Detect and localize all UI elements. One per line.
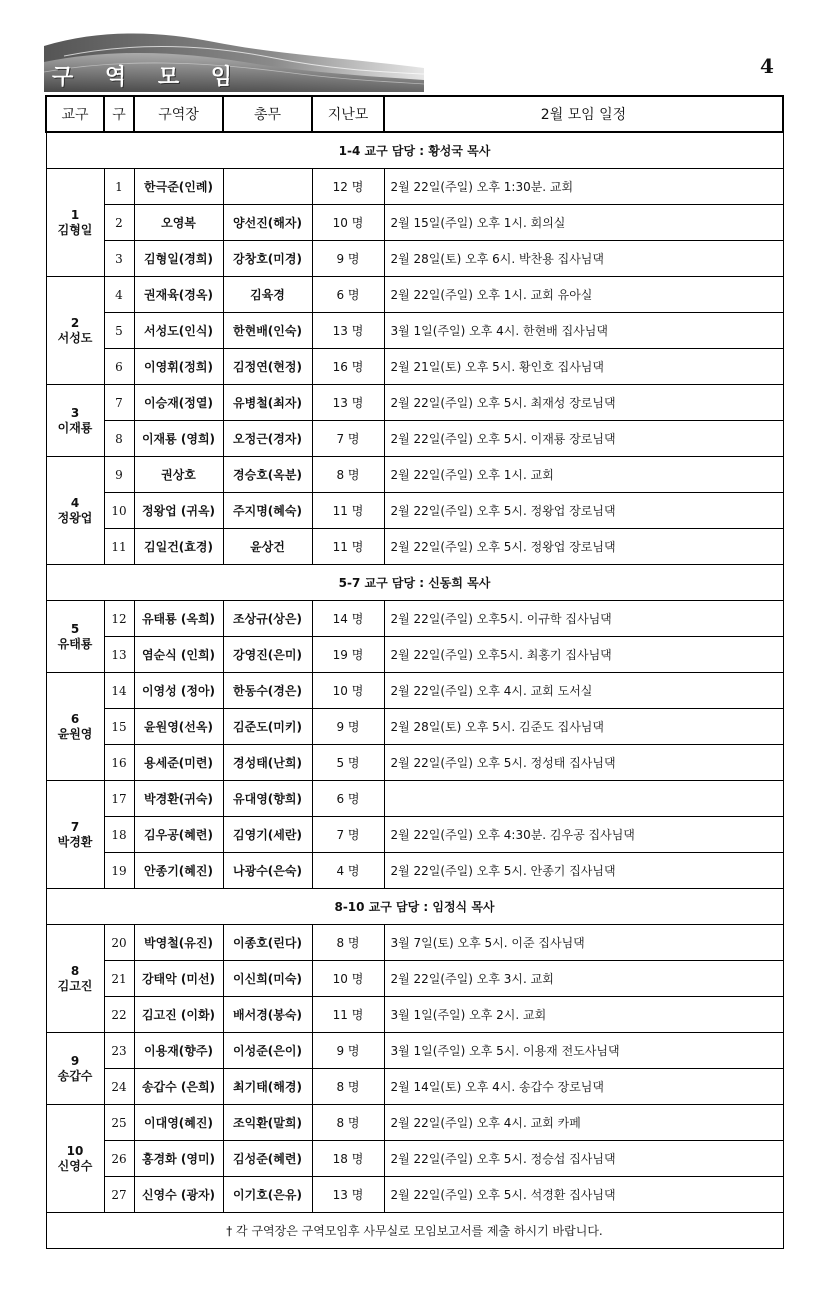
district-leader: 윤원영(선옥) [134, 709, 223, 745]
section-label: 8-10 교구 담당 : 임정식 목사 [46, 889, 783, 925]
table-row [46, 637, 783, 673]
column-header: 구역장 [134, 96, 223, 132]
table-row [46, 601, 783, 637]
table-row [46, 709, 783, 745]
meeting-schedule: 2월 22일(주일) 오후 1시. 교회 유아실 [384, 277, 783, 313]
page-title: 구 역 모 임 [52, 64, 244, 90]
meeting-schedule: 2월 22일(주일) 오후 5시. 정성태 집사님댁 [384, 745, 783, 781]
attendance-count: 9 명 [312, 241, 384, 277]
district-number: 2 [104, 205, 134, 241]
attendance-count: 9 명 [312, 709, 384, 745]
district-number: 16 [104, 745, 134, 781]
parish-name: 김형일 [57, 222, 93, 237]
district-leader: 권상호 [134, 457, 223, 493]
district-number: 23 [104, 1033, 134, 1069]
district-number: 13 [104, 637, 134, 673]
parish-cell [46, 1033, 104, 1105]
meeting-schedule: 2월 22일(주일) 오후 1:30분. 교회 [384, 169, 783, 205]
table-row [46, 205, 783, 241]
attendance-count: 5 명 [312, 745, 384, 781]
parish-number: 5 [70, 621, 80, 636]
district-secretary: 강영진(은미) [223, 637, 312, 673]
district-leader: 홍경화 (영미) [134, 1141, 223, 1177]
parish-cell [46, 781, 104, 889]
table-row [46, 925, 783, 961]
footnote: † 각 구역장은 구역모임후 사무실로 모임보고서를 제출 하시기 바랍니다. [46, 1213, 783, 1249]
meeting-schedule: 2월 28일(토) 오후 5시. 김준도 집사님댁 [384, 709, 783, 745]
attendance-count: 8 명 [312, 925, 384, 961]
table-row [46, 313, 783, 349]
meeting-schedule: 2월 22일(주일) 오후5시. 최홍기 집사님댁 [384, 637, 783, 673]
table-row [46, 529, 783, 565]
district-number: 12 [104, 601, 134, 637]
parish-name: 송갑수 [57, 1068, 93, 1083]
district-number: 11 [104, 529, 134, 565]
parish-name: 유태룡 [57, 636, 93, 651]
table-row [46, 745, 783, 781]
meeting-schedule: 2월 22일(주일) 오후 3시. 교회 [384, 961, 783, 997]
parish-number: 10 [66, 1143, 84, 1158]
table-row [46, 997, 783, 1033]
district-leader: 박경환(귀숙) [134, 781, 223, 817]
attendance-count: 12 명 [312, 169, 384, 205]
meeting-schedule: 3월 1일(주일) 오후 4시. 한현배 집사님댁 [384, 313, 783, 349]
district-secretary: 경승호(옥분) [223, 457, 312, 493]
district-leader: 유태룡 (옥희) [134, 601, 223, 637]
meeting-schedule: 2월 22일(주일) 오후 5시. 정왕업 장로님댁 [384, 529, 783, 565]
parish-name: 신영수 [57, 1158, 93, 1173]
district-number: 24 [104, 1069, 134, 1105]
meeting-schedule: 2월 22일(주일) 오후 5시. 최재성 장로님댁 [384, 385, 783, 421]
meeting-schedule: 3월 7일(토) 오후 5시. 이준 집사님댁 [384, 925, 783, 961]
district-secretary: 배서경(봉숙) [223, 997, 312, 1033]
district-number: 6 [104, 349, 134, 385]
parish-number: 2 [70, 315, 80, 330]
district-secretary: 이기호(은유) [223, 1177, 312, 1213]
parish-number: 7 [70, 819, 80, 834]
table-row [46, 1033, 783, 1069]
parish-number: 6 [70, 711, 80, 726]
district-number: 14 [104, 673, 134, 709]
attendance-count: 14 명 [312, 601, 384, 637]
attendance-count: 7 명 [312, 421, 384, 457]
parish-name: 윤원영 [57, 726, 93, 741]
district-secretary: 김육경 [223, 277, 312, 313]
parish-number: 1 [70, 207, 80, 222]
meeting-schedule: 2월 22일(주일) 오후 5시. 이재룡 장로님댁 [384, 421, 783, 457]
district-leader: 서성도(인식) [134, 313, 223, 349]
column-header: 구 [104, 96, 134, 132]
district-secretary: 윤상건 [223, 529, 312, 565]
attendance-count: 13 명 [312, 385, 384, 421]
attendance-count: 10 명 [312, 673, 384, 709]
district-leader: 용세준(미련) [134, 745, 223, 781]
district-secretary: 양선진(해자) [223, 205, 312, 241]
district-number: 9 [104, 457, 134, 493]
district-secretary: 나광수(은숙) [223, 853, 312, 889]
district-secretary: 김성준(혜련) [223, 1141, 312, 1177]
parish-cell [46, 169, 104, 277]
parish-number: 9 [70, 1053, 80, 1068]
district-leader: 이영성 (정아) [134, 673, 223, 709]
table-row [46, 673, 783, 709]
attendance-count: 18 명 [312, 1141, 384, 1177]
meeting-schedule: 2월 22일(주일) 오후 1시. 교회 [384, 457, 783, 493]
district-leader: 김우공(혜련) [134, 817, 223, 853]
district-leader: 정왕업 (귀옥) [134, 493, 223, 529]
district-secretary: 이성준(은이) [223, 1033, 312, 1069]
attendance-count: 13 명 [312, 313, 384, 349]
table-row [46, 1069, 783, 1105]
district-leader: 김형일(경희) [134, 241, 223, 277]
district-number: 21 [104, 961, 134, 997]
table-row [46, 457, 783, 493]
table-row [46, 1105, 783, 1141]
table-row [46, 169, 783, 205]
district-secretary: 이종호(린다) [223, 925, 312, 961]
attendance-count: 11 명 [312, 997, 384, 1033]
district-number: 5 [104, 313, 134, 349]
meeting-schedule [384, 781, 783, 817]
table-row [46, 817, 783, 853]
parish-name: 정왕업 [57, 510, 93, 525]
district-leader: 이재룡 (영희) [134, 421, 223, 457]
district-number: 27 [104, 1177, 134, 1213]
district-leader: 이용재(향주) [134, 1033, 223, 1069]
column-header: 지난모 [312, 96, 384, 132]
district-leader: 박영철(유진) [134, 925, 223, 961]
column-header: 2월 모임 일정 [384, 96, 783, 132]
meeting-schedule: 2월 21일(토) 오후 5시. 황인호 집사님댁 [384, 349, 783, 385]
meeting-schedule: 3월 1일(주일) 오후 5시. 이용재 전도사님댁 [384, 1033, 783, 1069]
district-leader: 한극준(인례) [134, 169, 223, 205]
district-number: 4 [104, 277, 134, 313]
table-row [46, 385, 783, 421]
district-number: 25 [104, 1105, 134, 1141]
parish-number: 4 [70, 495, 80, 510]
attendance-count: 8 명 [312, 457, 384, 493]
district-number: 17 [104, 781, 134, 817]
meeting-schedule: 2월 14일(토) 오후 4시. 송갑수 장로님댁 [384, 1069, 783, 1105]
district-secretary: 김영기(세란) [223, 817, 312, 853]
attendance-count: 10 명 [312, 961, 384, 997]
table-row [46, 1177, 783, 1213]
section-header-row [46, 132, 783, 169]
table-row [46, 241, 783, 277]
district-secretary: 최기태(해경) [223, 1069, 312, 1105]
parish-cell [46, 457, 104, 565]
district-secretary: 조익환(말희) [223, 1105, 312, 1141]
district-number: 1 [104, 169, 134, 205]
district-secretary: 김정연(현정) [223, 349, 312, 385]
section-label: 1-4 교구 담당 : 황성국 목사 [46, 132, 783, 169]
district-leader: 권재육(경옥) [134, 277, 223, 313]
district-number: 8 [104, 421, 134, 457]
district-number: 7 [104, 385, 134, 421]
table-row [46, 781, 783, 817]
table-row [46, 1141, 783, 1177]
attendance-count: 11 명 [312, 529, 384, 565]
parish-cell [46, 385, 104, 457]
footnote-row [46, 1213, 783, 1249]
district-number: 18 [104, 817, 134, 853]
meeting-schedule: 3월 1일(주일) 오후 2시. 교회 [384, 997, 783, 1033]
meeting-schedule: 2월 22일(주일) 오후 5시. 정승섭 집사님댁 [384, 1141, 783, 1177]
district-secretary: 김준도(미키) [223, 709, 312, 745]
district-leader: 안종기(혜진) [134, 853, 223, 889]
district-secretary: 강창호(미경) [223, 241, 312, 277]
attendance-count: 4 명 [312, 853, 384, 889]
district-secretary: 한동수(경은) [223, 673, 312, 709]
parish-cell [46, 673, 104, 781]
table-row [46, 493, 783, 529]
meeting-schedule: 2월 22일(주일) 오후 5시. 안종기 집사님댁 [384, 853, 783, 889]
section-label: 5-7 교구 담당 : 신동희 목사 [46, 565, 783, 601]
meeting-schedule: 2월 22일(주일) 오후 4:30분. 김우공 집사님댁 [384, 817, 783, 853]
attendance-count: 9 명 [312, 1033, 384, 1069]
parish-cell [46, 277, 104, 385]
district-secretary: 이신희(미숙) [223, 961, 312, 997]
parish-number: 8 [70, 963, 80, 978]
district-secretary: 한현배(인숙) [223, 313, 312, 349]
meeting-schedule: 2월 15일(주일) 오후 1시. 회의실 [384, 205, 783, 241]
district-leader: 염순식 (인희) [134, 637, 223, 673]
district-secretary [223, 169, 312, 205]
district-leader: 이대영(혜진) [134, 1105, 223, 1141]
attendance-count: 16 명 [312, 349, 384, 385]
page-number: 4 [760, 54, 774, 78]
attendance-count: 13 명 [312, 1177, 384, 1213]
table-row [46, 421, 783, 457]
parish-number: 3 [70, 405, 80, 420]
parish-name: 박경환 [57, 834, 93, 849]
attendance-count: 6 명 [312, 277, 384, 313]
parish-name: 이재룡 [57, 420, 93, 435]
district-leader: 신영수 (광자) [134, 1177, 223, 1213]
attendance-count: 7 명 [312, 817, 384, 853]
district-number: 22 [104, 997, 134, 1033]
district-secretary: 유병철(최자) [223, 385, 312, 421]
district-leader: 송갑수 (은희) [134, 1069, 223, 1105]
meeting-schedule: 2월 22일(주일) 오후 5시. 정왕업 장로님댁 [384, 493, 783, 529]
table-row [46, 961, 783, 997]
table-row [46, 349, 783, 385]
district-secretary: 오정근(경자) [223, 421, 312, 457]
attendance-count: 8 명 [312, 1069, 384, 1105]
meeting-schedule: 2월 22일(주일) 오후 4시. 교회 카페 [384, 1105, 783, 1141]
district-leader: 김일건(효경) [134, 529, 223, 565]
table-row [46, 853, 783, 889]
parish-name: 서성도 [57, 330, 93, 345]
district-leader: 김고진 (이화) [134, 997, 223, 1033]
district-leader: 오영복 [134, 205, 223, 241]
attendance-count: 10 명 [312, 205, 384, 241]
attendance-count: 11 명 [312, 493, 384, 529]
column-header: 교구 [46, 96, 104, 132]
district-number: 15 [104, 709, 134, 745]
column-header: 총무 [223, 96, 312, 132]
district-leader: 이영휘(정희) [134, 349, 223, 385]
district-number: 19 [104, 853, 134, 889]
section-header-row [46, 565, 783, 601]
section-header-row [46, 889, 783, 925]
district-number: 3 [104, 241, 134, 277]
district-secretary: 조상규(상은) [223, 601, 312, 637]
parish-name: 김고진 [57, 978, 93, 993]
table-header-row [46, 96, 783, 132]
meeting-schedule: 2월 22일(주일) 오후 5시. 석경환 집사님댁 [384, 1177, 783, 1213]
district-number: 20 [104, 925, 134, 961]
district-number: 26 [104, 1141, 134, 1177]
district-secretary: 유대영(향희) [223, 781, 312, 817]
attendance-count: 19 명 [312, 637, 384, 673]
attendance-count: 8 명 [312, 1105, 384, 1141]
meeting-schedule: 2월 28일(토) 오후 6시. 박찬용 집사님댁 [384, 241, 783, 277]
district-leader: 이승재(정열) [134, 385, 223, 421]
attendance-count: 6 명 [312, 781, 384, 817]
district-number: 10 [104, 493, 134, 529]
parish-cell [46, 1105, 104, 1213]
district-leader: 강태악 (미선) [134, 961, 223, 997]
district-secretary: 주지명(혜숙) [223, 493, 312, 529]
district-meeting-table [45, 95, 784, 1249]
parish-cell [46, 601, 104, 673]
meeting-schedule: 2월 22일(주일) 오후5시. 이규학 집사님댁 [384, 601, 783, 637]
meeting-schedule: 2월 22일(주일) 오후 4시. 교회 도서실 [384, 673, 783, 709]
parish-cell [46, 925, 104, 1033]
table-row [46, 277, 783, 313]
district-secretary: 경성태(난희) [223, 745, 312, 781]
